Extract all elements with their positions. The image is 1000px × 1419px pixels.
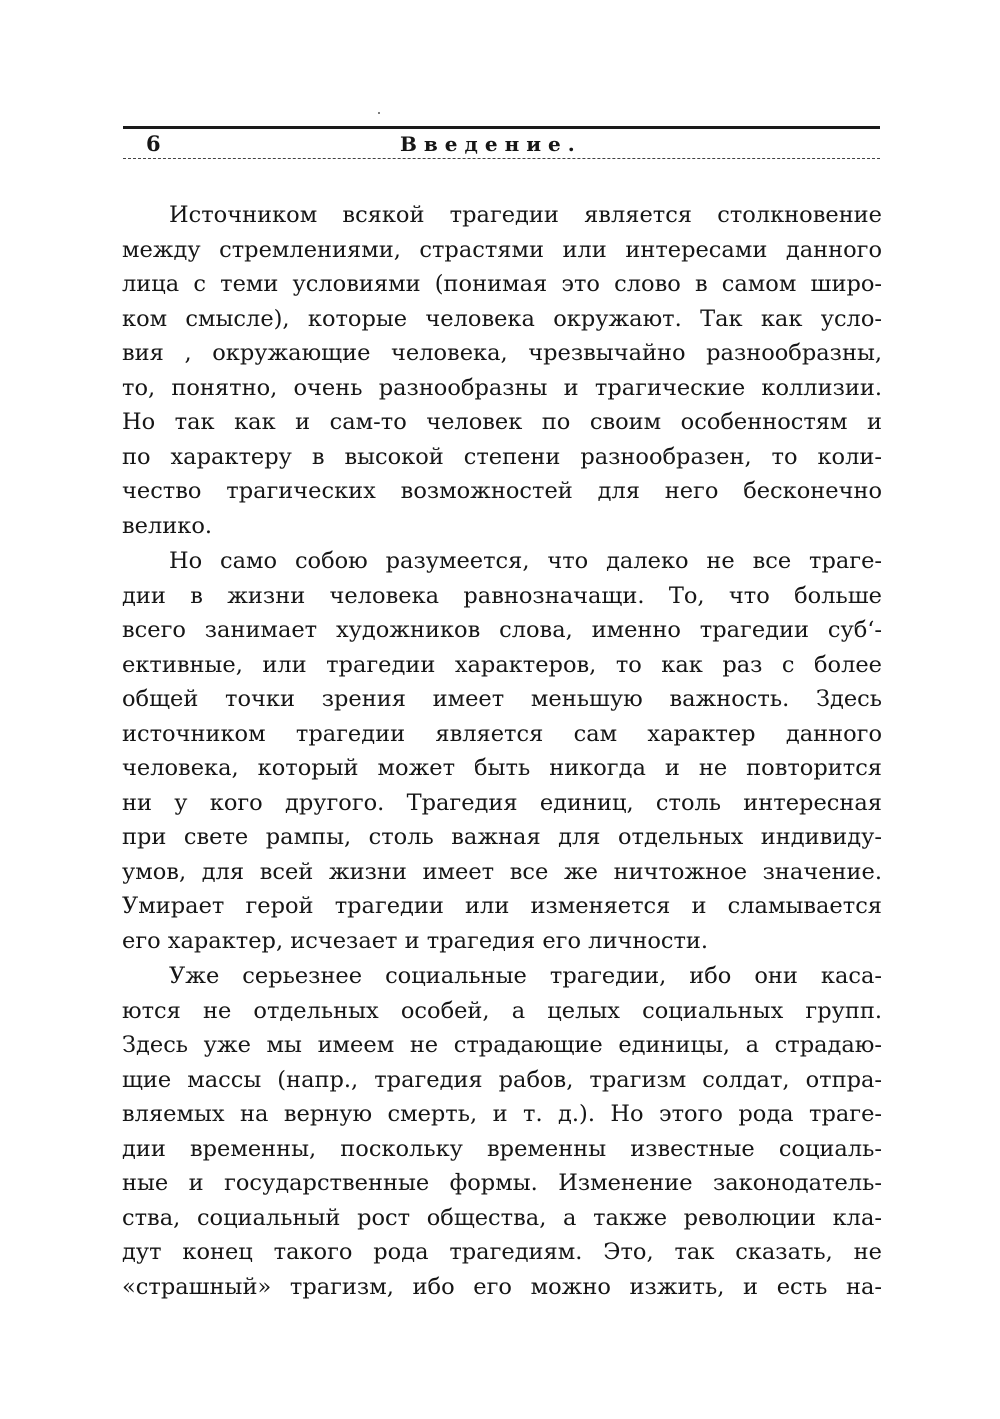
page-number: 6 <box>146 131 161 156</box>
header-top-rule <box>123 126 880 129</box>
text-line: вия , окружающие человека, чрезвычайно разнообразны, <box>122 340 882 366</box>
text-line: источником трагедии является сам характер данного <box>122 720 882 747</box>
text-line: Уже серьезнее социальные трагедии, ибо они каса- <box>169 963 882 989</box>
text-line: ективные, или трагедии характеров, то как раз с более <box>122 651 882 678</box>
running-title: Введение. <box>400 132 582 156</box>
text-line: вляемых на верную смерть, и т. д.). Но этого рода траге- <box>122 1101 882 1127</box>
paragraph-2 <box>122 544 882 958</box>
text-line: ни у кого другого. Трагедия единиц, столь интересная <box>122 789 882 816</box>
text-line: «страшный» трагизм, ибо его можно изжить, и есть на- <box>122 1273 882 1300</box>
paragraph-1 <box>122 198 882 543</box>
text-line: дии временны, поскольку временны известные социаль- <box>122 1135 882 1162</box>
text-line: то, понятно, очень разнообразны и трагические коллизии. <box>122 374 882 401</box>
text-line: по характеру в высокой степени разнообразен, то коли- <box>122 443 882 470</box>
text-line: щие массы (напр., трагедия рабов, трагизм солдат, отпра- <box>122 1066 882 1093</box>
header-bottom-rule <box>123 158 880 159</box>
text-line: Источником всякой трагедии является столкновение <box>169 202 882 228</box>
text-line: ком смысле), которые человека окружают. Так как усло- <box>122 305 882 332</box>
text-line: его характер, исчезает и трагедия его личности. <box>122 927 709 954</box>
text-line: всего занимает художников слова, именно трагедии суб‘- <box>122 617 882 643</box>
text-line: велико. <box>122 512 213 539</box>
text-line: чество трагических возможностей для него бесконечно <box>122 478 882 504</box>
paragraph-3 <box>122 959 882 1304</box>
text-line: дии в жизни человека равнозначащи. То, что больше <box>122 582 882 609</box>
text-line: человека, который может быть никогда и не повторится <box>122 755 882 781</box>
text-line: Умирает герой трагедии или изменяется и сламывается <box>122 893 882 919</box>
text-line: Здесь уже мы имеем не страдающие единицы, а страдаю- <box>122 1032 882 1058</box>
text-line: ются не отдельных особей, а целых социальных групп. <box>122 997 882 1024</box>
text-line: ства, социальный рост общества, а также революции кла- <box>122 1204 882 1231</box>
print-speck <box>378 112 380 114</box>
text-line: лица с теми условиями (понимая это слово в самом широ- <box>122 271 882 297</box>
text-line: между стремлениями, страстями или интересами данного <box>122 236 882 263</box>
text-line: дут конец такого рода трагедиям. Это, так сказать, не <box>122 1239 882 1265</box>
text-line: ные и государственные формы. Изменение законодатель- <box>122 1170 882 1196</box>
text-line: общей точки зрения имеет меньшую важность. Здесь <box>122 686 882 712</box>
text-line: Но так как и сам-то человек по своим особенностям и <box>122 409 882 435</box>
text-line: при свете рампы, столь важная для отдельных индивиду- <box>122 824 882 850</box>
text-line: умов, для всей жизни имеет все же ничтожное значение. <box>122 858 882 885</box>
text-line: Но само собою разумеется, что далеко не все траге- <box>169 548 882 574</box>
body-text <box>122 198 882 1304</box>
